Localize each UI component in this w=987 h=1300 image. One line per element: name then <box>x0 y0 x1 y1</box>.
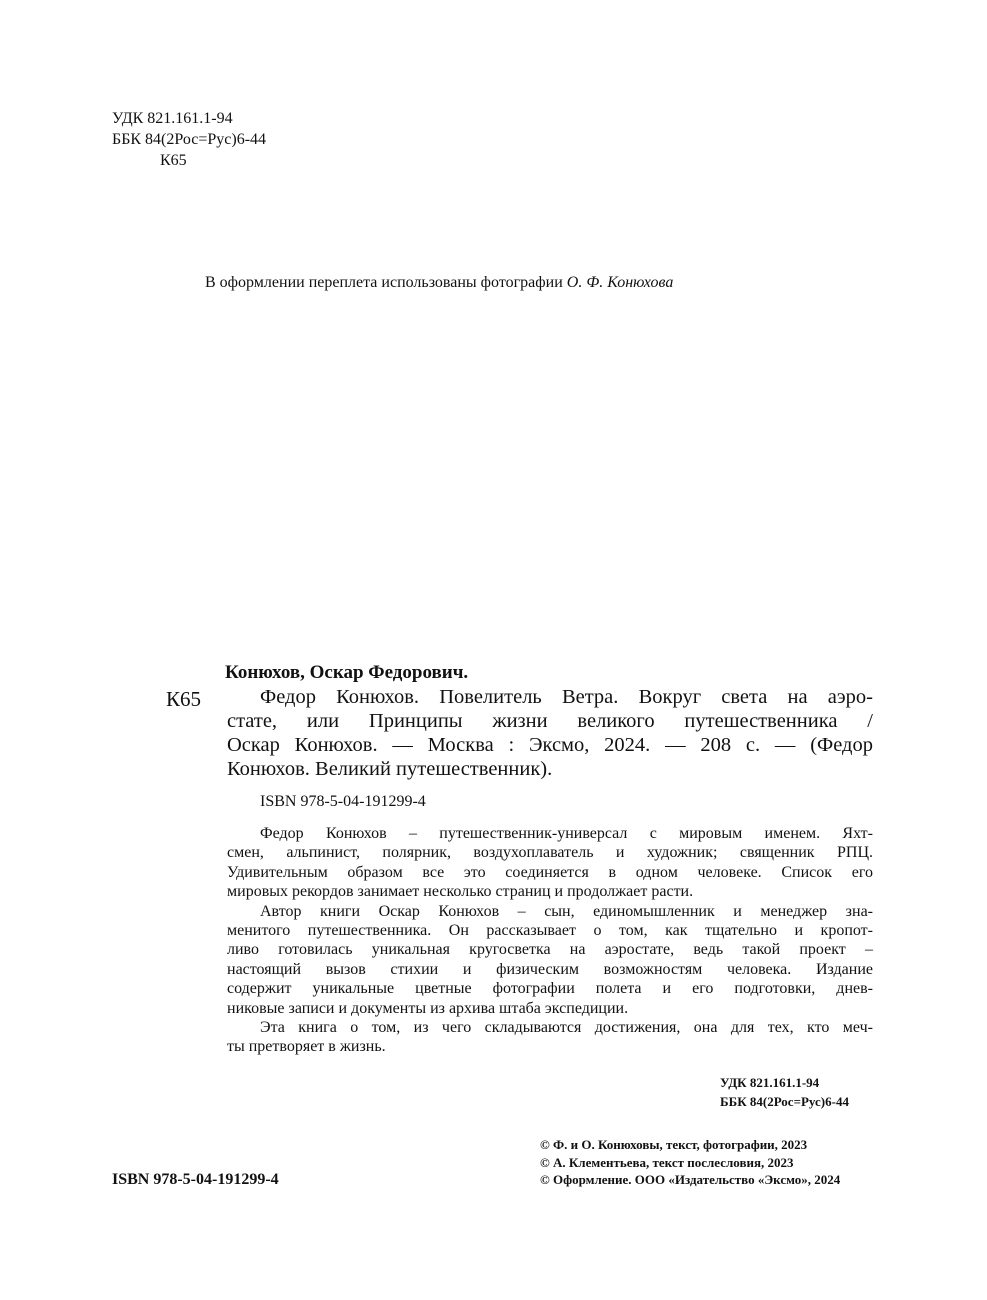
annotation-line: содержит уникальные цветные фотографии полета и его подготовки, днев- <box>227 980 873 998</box>
bbk-code: ББК 84(2Рос=Рус)6-44 <box>112 131 267 148</box>
photo-credit-text: В оформлении переплета использованы фотографии <box>205 274 567 291</box>
annotation-line: Федор Конюхов – путешественник-универсал с мировым именем. Яхт- <box>260 825 873 842</box>
annotation-line: Автор книги Оскар Конюхов – сын, единомышленник и менеджер зна- <box>260 902 873 920</box>
record-author-sign: К65 <box>166 687 202 711</box>
annotation-line: никовые записи и документы из архива штаба экспедиции. <box>227 999 629 1017</box>
author-sign: К65 <box>160 152 187 169</box>
bottom-classification <box>720 1073 849 1111</box>
copyright-line: © А. Клементьева, текст послесловия, 2023 <box>540 1154 794 1170</box>
annotation-line: менитого путешественника. Он рассказывает о том, как тщательно и кропот- <box>227 922 873 940</box>
bottom-bbk: ББК 84(2Рос=Рус)6-44 <box>720 1094 849 1109</box>
copyright-line: © Ф. и О. Конюховы, текст, фотографии, 2023 <box>540 1137 808 1152</box>
title-line: Федор Конюхов. Повелитель Ветра. Вокруг света на аэро- <box>260 686 873 708</box>
annotation-line: ливо готовилась уникальная кругосветка на аэростате, ведь такой проект – <box>227 941 873 959</box>
isbn-bottom: ISBN 978-5-04-191299-4 <box>112 1171 279 1188</box>
annotation-line: ты претворяет в жизнь. <box>227 1038 386 1056</box>
annotation <box>227 824 873 1057</box>
annotation-line: настоящий вызов стихии и физическим возможностям человека. Издание <box>227 960 873 978</box>
copyright-line: © Оформление. ООО «Издательство «Эксмо», 2024 <box>540 1172 841 1187</box>
annotation-line: Удивительным образом все это соединяется в одном человеке. Список его <box>227 863 873 881</box>
title-line: Конюхов. Великий путешественник). <box>227 758 553 780</box>
photo-credit-name: О. Ф. Конюхова <box>566 274 674 291</box>
record-title <box>227 685 873 781</box>
record-isbn: ISBN 978-5-04-191299-4 <box>260 793 426 810</box>
annotation-line: Эта книга о том, из чего складываются достижения, она для тех, кто меч- <box>260 1019 873 1037</box>
bottom-udk: УДК 821.161.1-94 <box>720 1075 820 1090</box>
title-line: Оскар Конюхов. — Москва : Эксмо, 2024. — 208 с. — (Федор <box>227 734 873 756</box>
copyright-block <box>540 1136 840 1189</box>
photo-credit <box>205 273 673 293</box>
record-author: Конюхов, Оскар Федорович. <box>225 662 469 683</box>
annotation-line: смен, альпинист, полярник, воздухоплаватель и художник; священник РПЦ. <box>227 844 873 862</box>
udk-code: УДК 821.161.1-94 <box>112 110 233 127</box>
title-line: стате, или Принципы жизни великого путешественника / <box>227 710 873 732</box>
annotation-line: мировых рекордов занимает несколько страниц и продолжает расти. <box>227 883 694 901</box>
